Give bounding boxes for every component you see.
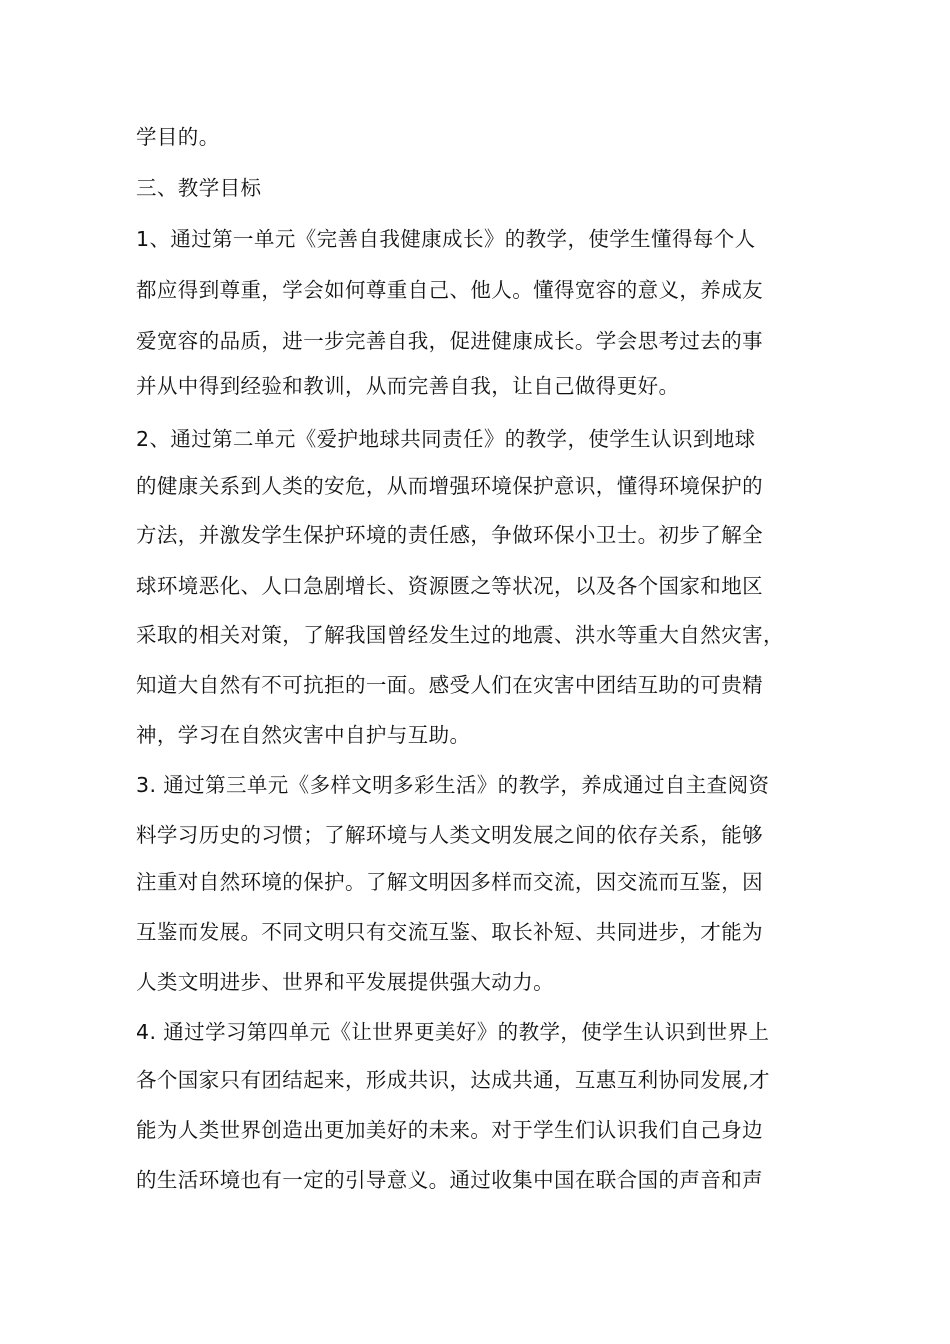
text-line: 料学习历史的习惯；了解环境与人类文明发展之间的依存关系，能够 (136, 823, 763, 847)
text-line: 采取的相关对策，了解我国曾经发生过的地震、洪水等重大自然灾害， (136, 623, 784, 647)
text-line: 方法，并激发学生保护环境的责任感，争做环保小卫士。初步了解全 (136, 523, 763, 547)
text-line: 互鉴而发展。不同文明只有交流互鉴、取长补短、共同进步，才能为 (136, 920, 763, 944)
section-heading: 三、教学目标 (136, 176, 262, 200)
text-line: 并从中得到经验和教训，从而完善自我，让自己做得更好。 (136, 374, 680, 398)
text-line: 注重对自然环境的保护。了解文明因多样而交流，因交流而互鉴，因 (136, 870, 763, 894)
text-line: 的健康关系到人类的安危，从而增强环境保护意识，懂得环境保护的 (136, 474, 763, 498)
text-line: 1、通过第一单元《完善自我健康成长》的教学，使学生懂得每个人 (136, 227, 756, 251)
text-line: 爱宽容的品质，进一步完善自我，促进健康成长。学会思考过去的事 (136, 329, 763, 353)
text-line: 4. 通过学习第四单元《让世界更美好》的教学，使学生认识到世界上 (136, 1020, 770, 1044)
text-line: 人类文明进步、世界和平发展提供强大动力。 (136, 970, 554, 994)
text-line: 知道大自然有不可抗拒的一面。感受人们在灾害中团结互助的可贵精 (136, 673, 763, 697)
text-line: 学目的。 (136, 125, 220, 149)
text-line: 的生活环境也有一定的引导意义。通过收集中国在联合国的声音和声 (136, 1168, 763, 1192)
text-line: 2、通过第二单元《爱护地球共同责任》的教学，使学生认识到地球 (136, 427, 756, 451)
text-line: 能为人类世界创造出更加美好的未来。对于学生们认识我们自己身边 (136, 1118, 763, 1142)
text-line: 神，学习在自然灾害中自护与互助。 (136, 723, 471, 747)
text-line: 球环境恶化、人口急剧增长、资源匮之等状况，以及各个国家和地区 (136, 574, 763, 598)
text-line: 3. 通过第三单元《多样文明多彩生活》的教学，养成通过自主查阅资 (136, 773, 770, 797)
text-line: 都应得到尊重，学会如何尊重自己、他人。懂得宽容的意义，养成友 (136, 278, 763, 302)
text-line: 各个国家只有团结起来，形成共识，达成共通，互惠互利协同发展,才 (136, 1068, 770, 1092)
